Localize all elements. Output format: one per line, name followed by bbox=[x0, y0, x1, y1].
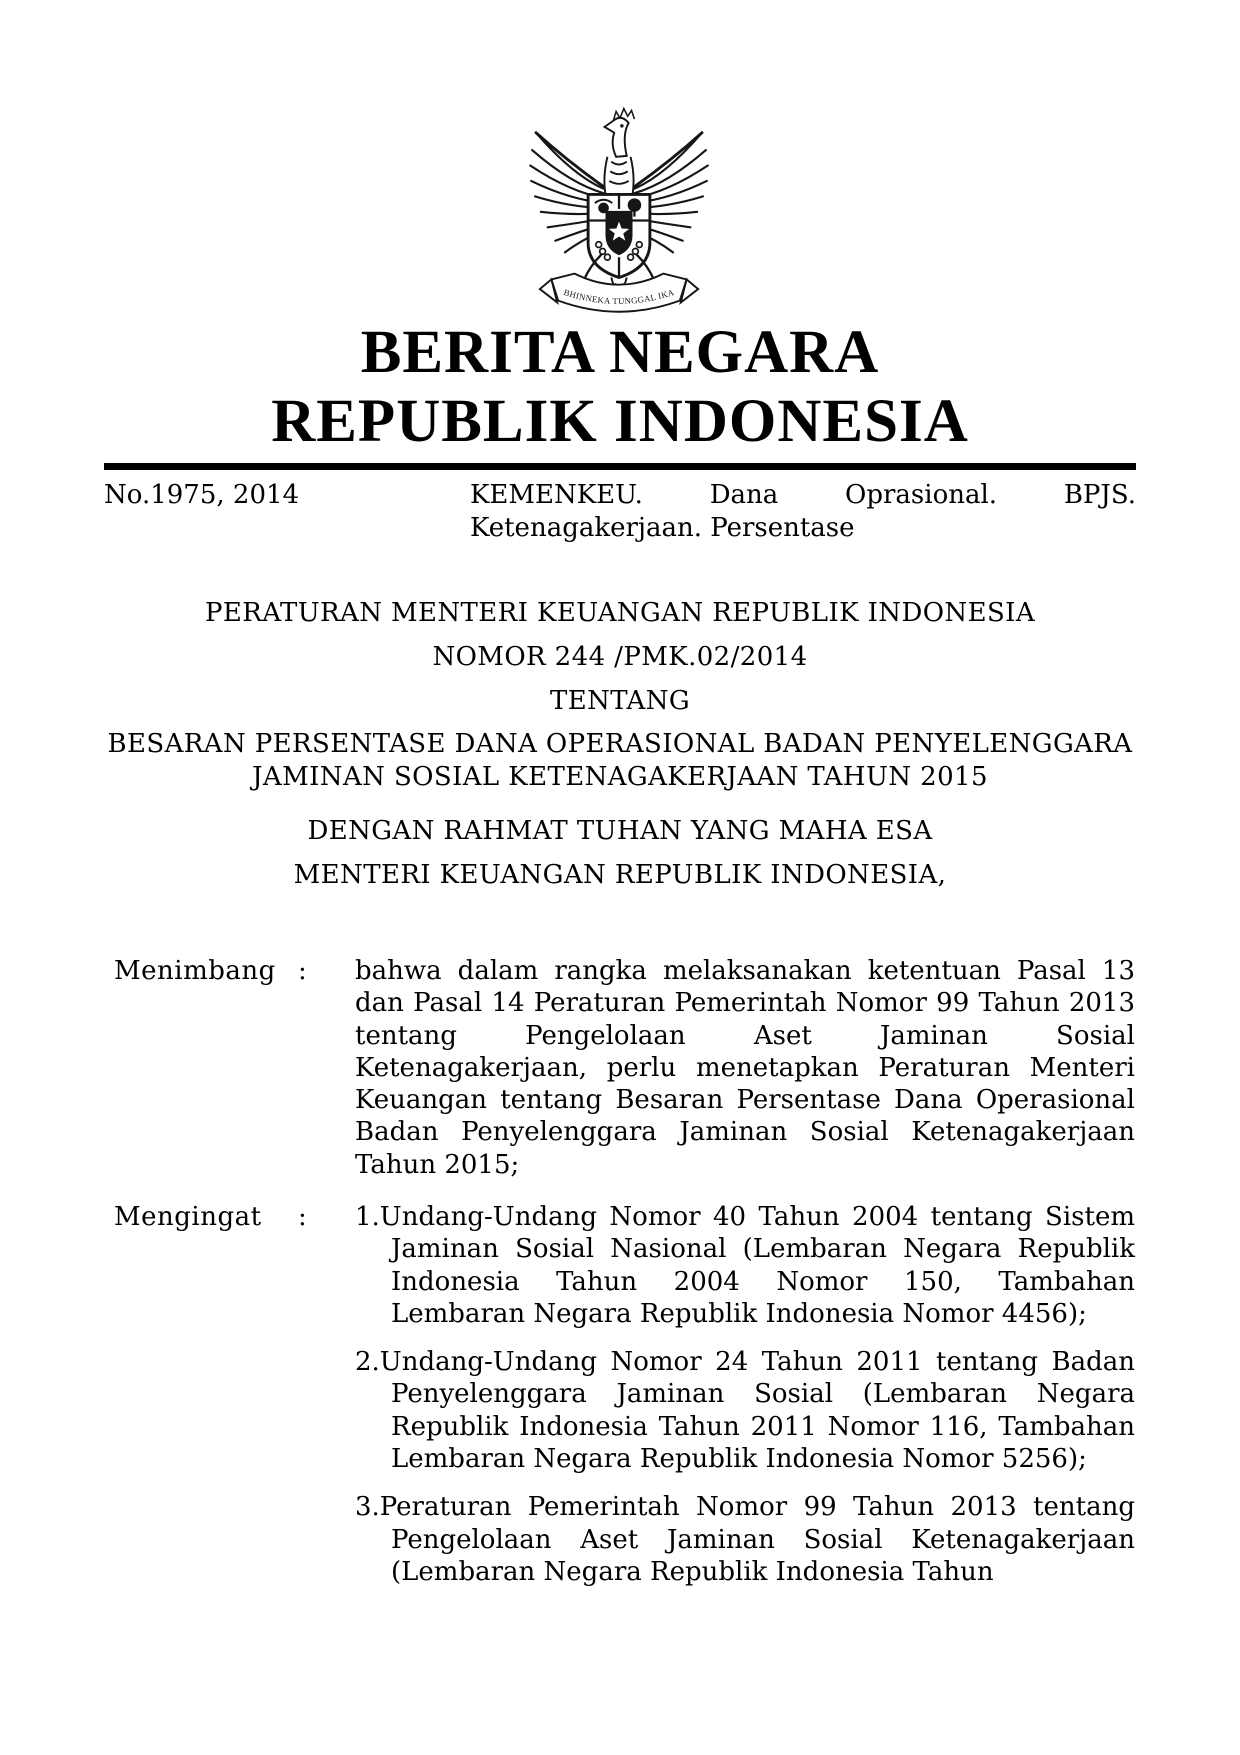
pancasila-shield bbox=[588, 194, 650, 277]
masthead-title bbox=[0, 318, 1240, 456]
motto-textpath: BHINNEKA TUNGGAL IKA bbox=[562, 286, 676, 307]
regulation-title: PERATURAN MENTERI KEUANGAN REPUBLIK INDONESIA bbox=[204, 598, 1036, 628]
invocation-line: DENGAN RAHMAT TUHAN YANG MAHA ESA bbox=[307, 816, 933, 846]
regulation-subject: BESARAN PERSENTASE DANA OPERASIONAL BADAN PENYELENGGARA JAMINAN SOSIAL KETENAGAKERJAAN TAHUN 2015 bbox=[107, 729, 1133, 792]
mengingat-label: Mengingat bbox=[114, 1202, 262, 1232]
gazette-subject-line2: Ketenagakerjaan. Persentase bbox=[470, 513, 855, 543]
masthead-line1: BERITA NEGARA bbox=[360, 319, 880, 386]
legal-basis-item: 1.Undang-Undang Nomor 40 Tahun 2004 tentang Sistem Jaminan Sosial Nasional (Lembaran Negara Republik Indonesia Tahun 2004 Nomor 150, Tambahan Lembaran Negara Republik Indonesia Nomor 4456); bbox=[355, 1202, 1135, 1329]
minister-line: MENTERI KEUANGAN REPUBLIK INDONESIA, bbox=[293, 860, 947, 890]
regulation-tentang: TENTANG bbox=[549, 686, 691, 716]
eagle-body bbox=[604, 157, 633, 195]
gazette-subject-line1: KEMENKEU. Dana Oprasional. BPJS. bbox=[470, 480, 1136, 510]
menimbang-text: bahwa dalam rangka melaksanakan ketentuan Pasal 13 dan Pasal 14 Peraturan Pemerintah Nomor 99 Tahun 2013 tentang Pengelolaan Aset Jaminan Sosial Ketenagakerjaan, perlu menetapkan Peraturan Menteri Keuangan tentang Besaran Persentase Dana Operasional Badan Penyelenggara Jaminan Sosial Ketenagakerjaan Tahun 2015; bbox=[355, 956, 1135, 1180]
gazette-number: No.1975, 2014 bbox=[104, 480, 300, 510]
garuda-emblem bbox=[520, 96, 718, 318]
menimbang-colon: : bbox=[298, 956, 307, 986]
legal-basis-item: 3.Peraturan Pemerintah Nomor 99 Tahun 2013 tentang Pengelolaan Aset Jaminan Sosial Ketenagakerjaan (Lembaran Negara Republik Indonesia Tahun bbox=[355, 1492, 1135, 1587]
eagle-head bbox=[605, 118, 629, 157]
motto-ribbon bbox=[540, 274, 698, 312]
mengingat-colon: : bbox=[298, 1202, 307, 1232]
garuda-emblem-graphic bbox=[520, 96, 718, 318]
masthead-rule bbox=[104, 463, 1136, 470]
menimbang-label: Menimbang bbox=[114, 956, 276, 986]
regulation-number: NOMOR 244 /PMK.02/2014 bbox=[432, 642, 808, 672]
legal-basis-item: 2.Undang-Undang Nomor 24 Tahun 2011 tentang Badan Penyelenggara Jaminan Sosial (Lembaran Negara Republik Indonesia Tahun 2011 Nomor 116, Tambahan Lembaran Negara Republik Indonesia Nomor 5256); bbox=[355, 1347, 1135, 1475]
gazette-subject bbox=[470, 479, 1136, 545]
mengingat-list bbox=[355, 1201, 1135, 1588]
masthead-line2: REPUBLIK INDONESIA bbox=[271, 388, 969, 455]
